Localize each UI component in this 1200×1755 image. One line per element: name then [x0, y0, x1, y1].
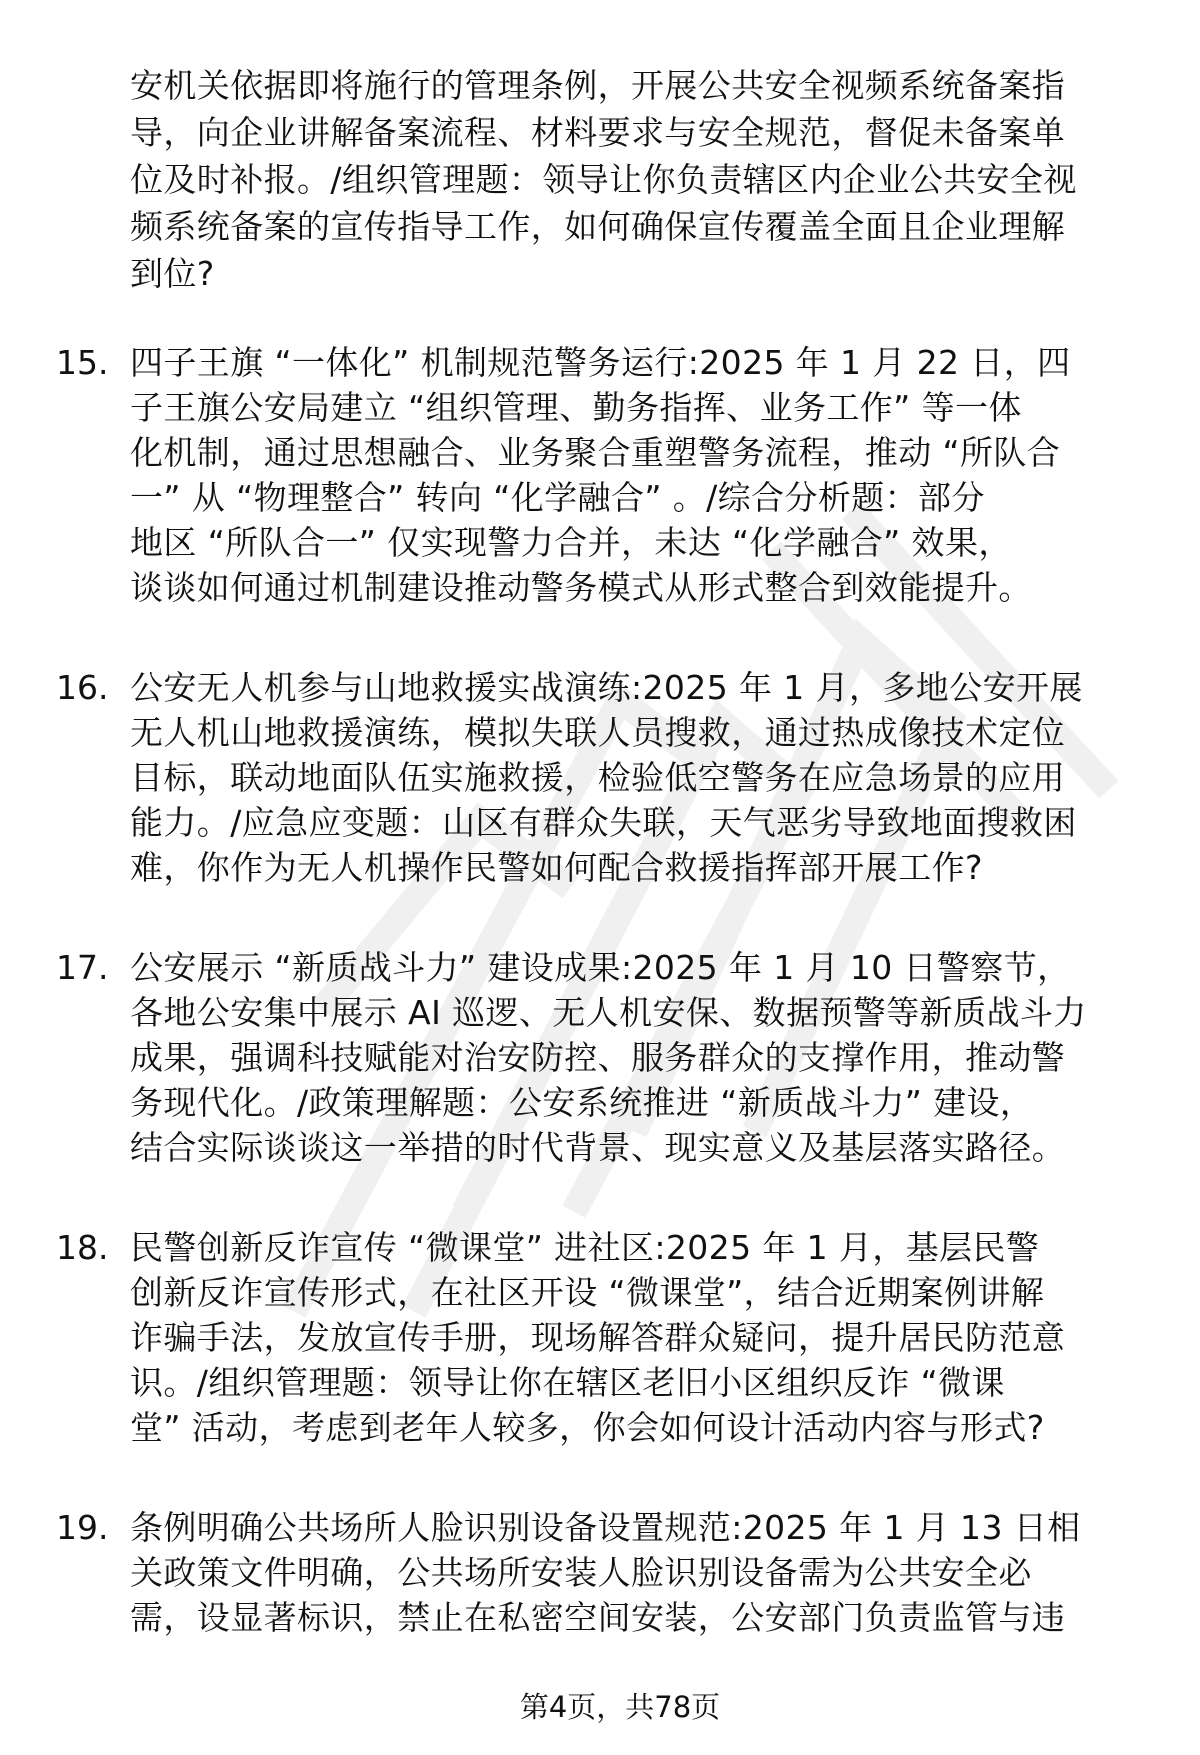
item-line: 识。/组织管理题：领导让你在辖区老旧小区组织反诈 “微课 [130, 1363, 1005, 1402]
item-line: 结合实际谈谈这一举措的时代背景、现实意义及基层落实路径。 [130, 1128, 1066, 1167]
item-line: 公安展示 “新质战斗力” 建设成果:2025 年 1 月 10 日警察节， [130, 948, 1071, 987]
item-line: 化机制，通过思想融合、业务聚合重塑警务流程，推动 “所队合 [130, 433, 1061, 472]
paragraph-line: 到位? [130, 254, 215, 293]
item-line: 务现代化。/政策理解题：公安系统推进 “新质战斗力” 建设， [130, 1083, 1034, 1122]
paragraph-line: 频系统备案的宣传指导工作，如何确保宣传覆盖全面且企业理解 [130, 207, 1066, 246]
item-line: 难，你作为无人机操作民警如何配合救援指挥部开展工作? [130, 848, 983, 887]
paragraph-line: 导，向企业讲解备案流程、材料要求与安全规范，督促未备案单 [130, 113, 1066, 152]
item-line: 民警创新反诈宣传 “微课堂” 进社区:2025 年 1 月，基层民警 [130, 1228, 1040, 1267]
item-line: 各地公安集中展示 AI 巡逻、无人机安保、数据预警等新质战斗力 [130, 993, 1087, 1032]
item-line: 一” 从 “物理整合” 转向 “化学融合” 。/综合分析题：部分 [130, 478, 985, 517]
item-line: 子王旗公安局建立 “组织管理、勤务指挥、业务工作” 等一体 [130, 388, 1022, 427]
item-line: 能力。/应急应变题：山区有群众失联，天气恶劣导致地面搜救困 [130, 803, 1077, 842]
item-line: 无人机山地救援演练，模拟失联人员搜救，通过热成像技术定位 [130, 713, 1066, 752]
item-number: 15. [56, 343, 109, 382]
item-line: 堂” 活动，考虑到老年人较多，你会如何设计活动内容与形式? [130, 1408, 1045, 1447]
item-line: 地区 “所队合一” 仅实现警力合并，未达 “化学融合” 效果， [130, 523, 1012, 562]
item-line: 公安无人机参与山地救援实战演练:2025 年 1 月，多地公安开展 [130, 668, 1083, 707]
paragraph-line: 位及时补报。/组织管理题：领导让你负责辖区内企业公共安全视 [130, 160, 1077, 199]
item-line: 诈骗手法，发放宣传手册，现场解答群众疑问，提升居民防范意 [130, 1318, 1066, 1357]
item-line: 需，设显著标识，禁止在私密空间安装，公安部门负责监管与违 [130, 1598, 1066, 1637]
item-number: 19. [56, 1508, 109, 1547]
item-number: 18. [56, 1228, 109, 1267]
item-line: 关政策文件明确，公共场所安装人脸识别设备需为公共安全必 [130, 1553, 1032, 1592]
item-line: 四子王旗 “一体化” 机制规范警务运行:2025 年 1 月 22 日，四 [130, 343, 1071, 382]
item-line: 谈谈如何通过机制建设推动警务模式从形式整合到效能提升。 [130, 568, 1032, 607]
item-line: 成果，强调科技赋能对治安防控、服务群众的支撑作用，推动警 [130, 1038, 1066, 1077]
item-number: 16. [56, 668, 109, 707]
paragraph-line: 安机关依据即将施行的管理条例，开展公共安全视频系统备案指 [130, 66, 1066, 105]
page-number-footer: 第4页，共78页 [519, 1690, 721, 1724]
item-number: 17. [56, 948, 109, 987]
item-line: 目标，联动地面队伍实施救援，检验低空警务在应急场景的应用 [130, 758, 1066, 797]
item-line: 条例明确公共场所人脸识别设备设置规范:2025 年 1 月 13 日相 [130, 1508, 1081, 1547]
item-line: 创新反诈宣传形式，在社区开设 “微课堂”，结合近期案例讲解 [130, 1273, 1045, 1312]
